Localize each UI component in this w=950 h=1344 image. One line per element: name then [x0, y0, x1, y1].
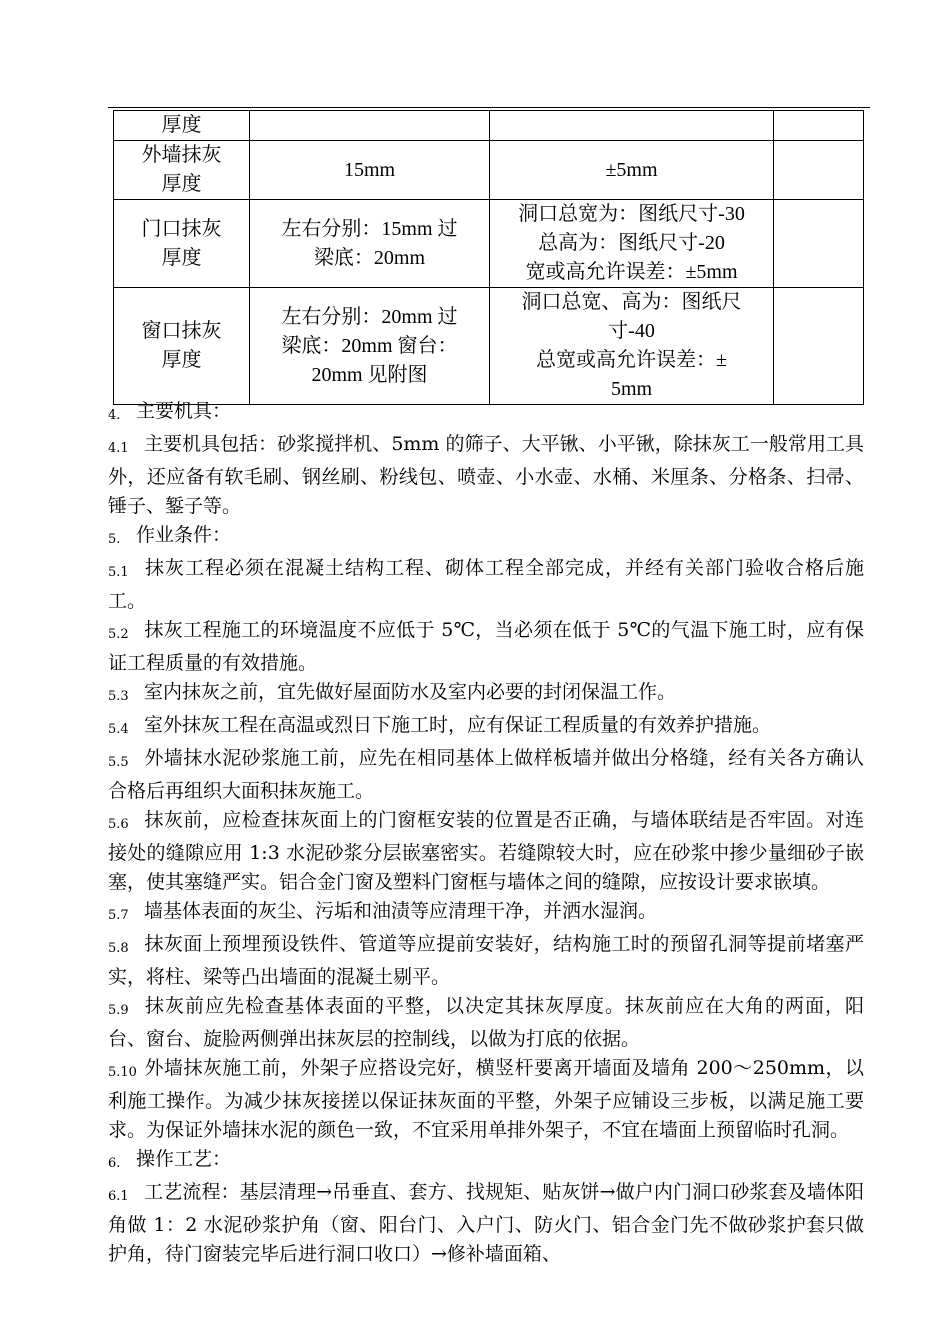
paragraph-text: 作业条件：	[136, 524, 232, 546]
table-cell-c1	[114, 141, 250, 200]
cell-line: 左右分别：15mm 过	[281, 217, 458, 240]
paragraph-text: 抹灰面上预埋预设铁件、管道等应提前安装好，结构施工时的预留孔洞等提前堵塞严实，将柱、梁等凸出墙面的混凝土剔平。	[108, 933, 864, 988]
table-cell-c2	[250, 200, 490, 288]
cell-line: 5mm	[610, 378, 653, 400]
paragraph-number: 4.1	[108, 441, 129, 456]
paragraph-number: 5.7	[108, 908, 129, 923]
paragraph	[108, 806, 864, 897]
table-cell-c4	[774, 200, 864, 288]
paragraph	[108, 678, 864, 711]
cell-line: 门口抹灰	[141, 217, 222, 240]
paragraph-text: 外墙抹水泥砂浆施工前，应先在相同基体上做样板墙并做出分格缝，经有关各方确认合格后再组织大面积抹灰施工。	[108, 747, 864, 802]
cell-line: 厚度	[161, 173, 202, 195]
paragraph-text: 工艺流程：基层清理→吊垂直、套方、找规矩、贴灰饼→做户内门洞口砂浆套及墙体阳角做 1：2 水泥砂浆护角（窗、阳台门、入户门、防火门、铝合金门先不做砂浆护套只做护角，待门窗装完毕后进行洞口收口）→修补墙面箱、	[108, 1181, 864, 1265]
paragraph-number: 5.	[108, 532, 121, 547]
paragraph	[108, 744, 864, 806]
paragraph-number: 5.9	[108, 1003, 129, 1018]
paragraph-number: 5.3	[108, 689, 129, 704]
cell-line: 15mm	[343, 158, 396, 181]
document-body	[108, 397, 864, 1269]
paragraph-number: 6.	[108, 1156, 121, 1171]
paragraph-text: 主要机具包括：砂浆搅拌机、5mm 的筛子、大平锹、小平锹，除抹灰工一般常用工具外，还应备有软毛刷、钢丝刷、粉线包、喷壶、小水壶、水桶、米厘条、分格条、扫帚、锤子、錾子等。	[108, 433, 864, 517]
table-cell-c3	[490, 141, 774, 200]
table-cell-c1	[114, 111, 250, 141]
cell-line: 洞口总宽、高为：图纸尺	[521, 291, 742, 313]
paragraph-number: 5.1	[108, 565, 129, 580]
paragraph-text: 外墙抹灰施工前，外架子应搭设完好，横竖杆要离开墙面及墙角 200～250mm，以利施工操作。为减少抹灰接搓以保证抹灰面的平整，外架子应铺设三步板，以满足施工要求。为保证外墙抹水泥的颜色一致，不宜采用单排外架子，不宜在墙面上预留临时孔洞。	[108, 1057, 864, 1141]
table-cell-c1	[114, 200, 250, 288]
paragraph-text: 抹灰前应先检查基体表面的平整，以决定其抹灰厚度。抹灰前应在大角的两面，阳台、窗台、旋脸两侧弹出抹灰层的控制线，以做为打底的依据。	[108, 995, 864, 1050]
cell-line: 窗口抹灰	[141, 320, 222, 342]
paragraph	[108, 897, 864, 930]
paragraph-number: 5.6	[108, 817, 129, 832]
paragraph-number: 5.5	[108, 755, 129, 770]
paragraph	[108, 616, 864, 678]
table-row	[114, 288, 864, 405]
cell-line: 厚度	[161, 114, 202, 136]
cell-line: 外墙抹灰	[141, 144, 222, 166]
paragraph	[108, 554, 864, 616]
paragraph-text: 室内抹灰之前，宜先做好屋面防水及室内必要的封闭保温工作。	[144, 681, 677, 703]
plaster-thickness-table	[113, 110, 864, 405]
table-cell-c2	[250, 111, 490, 141]
paragraph-text: 主要机具：	[136, 400, 232, 422]
section-heading	[108, 521, 864, 554]
table-cell-c2	[250, 288, 490, 405]
table-row	[114, 141, 864, 200]
table-row	[114, 200, 864, 288]
cell-line: 厚度	[161, 349, 202, 371]
paragraph	[108, 930, 864, 992]
paragraph	[108, 430, 864, 521]
table-cell-c3	[490, 200, 774, 288]
cell-line: 梁底：20mm	[313, 246, 426, 269]
paragraph-number: 6.1	[108, 1189, 129, 1204]
cell-line: 总宽或高允许误差：±	[536, 349, 727, 371]
paragraph-text: 抹灰工程必须在混凝土结构工程、砌体工程全部完成，并经有关部门验收合格后施工。	[108, 557, 864, 612]
section-heading	[108, 397, 864, 430]
cell-line: 梁底：20mm 窗台：	[281, 334, 458, 357]
paragraph-text: 抹灰工程施工的环境温度不应低于 5℃，当必须在低于 5℃的气温下施工时，应有保证工程质量的有效措施。	[108, 619, 864, 674]
cell-line: ±5mm	[605, 158, 658, 181]
cell-line: 洞口总宽为：图纸尺寸-30	[518, 203, 745, 225]
cell-line: 宽或高允许误差：±5mm	[525, 261, 738, 283]
cell-line: 左右分别：20mm 过	[281, 305, 458, 328]
cell-line: 总高为：图纸尺寸-20	[538, 232, 725, 254]
paragraph-number: 5.4	[108, 722, 129, 737]
cell-line: 寸-40	[608, 320, 655, 342]
table-cell-c3	[490, 288, 774, 405]
paragraph-text: 室外抹灰工程在高温或烈日下施工时，应有保证工程质量的有效养护措施。	[144, 714, 772, 736]
table-cell-c1	[114, 288, 250, 405]
table-cell-c4	[774, 288, 864, 405]
paragraph-text: 抹灰前，应检查抹灰面上的门窗框安装的位置是否正确，与墙体联结是否牢固。对连接处的缝隙应用 1:3 水泥砂浆分层嵌塞密实。若缝隙较大时，应在砂浆中掺少量细砂子嵌塞，使其塞缝严实。铝合金门窗及塑料门窗框与墙体之间的缝隙，应按设计要求嵌填。	[108, 809, 864, 893]
table-cell-c4	[774, 111, 864, 141]
paragraph	[108, 711, 864, 744]
paragraph	[108, 1178, 864, 1269]
table-cell-c2	[250, 141, 490, 200]
paragraph-number: 5.10	[108, 1065, 137, 1080]
section-heading	[108, 1145, 864, 1178]
cell-line: 20mm 见附图	[311, 363, 428, 386]
table-row	[114, 111, 864, 141]
paragraph	[108, 992, 864, 1054]
paragraph-number: 5.2	[108, 627, 129, 642]
paragraph-text: 墙基体表面的灰尘、污垢和油渍等应清理干净，并洒水湿润。	[144, 900, 658, 922]
paragraph	[108, 1054, 864, 1145]
cell-line: 厚度	[161, 246, 202, 269]
table-cell-c4	[774, 141, 864, 200]
header-rule	[108, 107, 870, 108]
paragraph-number: 5.8	[108, 941, 129, 956]
paragraph-text: 操作工艺：	[136, 1148, 232, 1170]
table-cell-c3	[490, 111, 774, 141]
paragraph-number: 4.	[108, 408, 121, 423]
